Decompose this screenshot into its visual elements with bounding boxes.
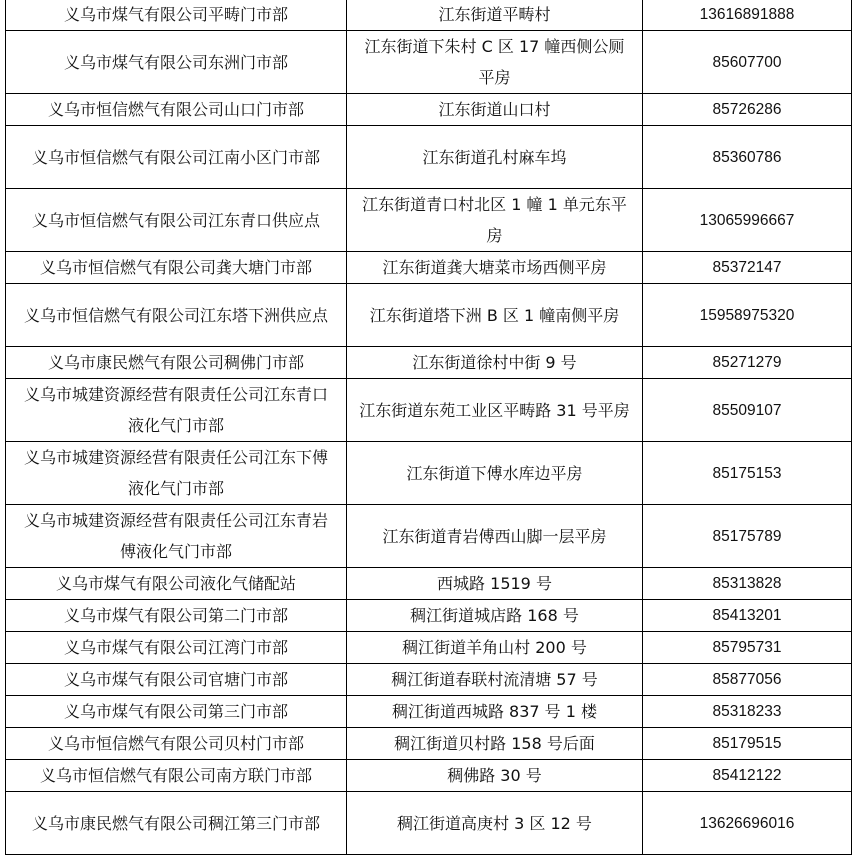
- address-cell: 江东街道徐村中街 9 号: [347, 347, 643, 379]
- phone-cell: 85412122: [643, 760, 852, 792]
- address-cell: 江东街道青岩傅西山脚一层平房: [347, 505, 643, 568]
- company-name-cell: 义乌市煤气有限公司第二门市部: [6, 600, 347, 632]
- company-name-cell: 义乌市煤气有限公司东洲门市部: [6, 31, 347, 94]
- company-name-cell: 义乌市恒信燃气有限公司江东塔下洲供应点: [6, 284, 347, 347]
- company-name-cell: 义乌市恒信燃气有限公司贝村门市部: [6, 728, 347, 760]
- table-row: [6, 728, 852, 760]
- table-row: [6, 379, 852, 442]
- phone-cell: 85413201: [643, 600, 852, 632]
- address-cell: 稠江街道城店路 168 号: [347, 600, 643, 632]
- phone-cell: 85313828: [643, 568, 852, 600]
- table-row: [6, 600, 852, 632]
- address-cell: 稠佛路 30 号: [347, 760, 643, 792]
- table-row: [6, 442, 852, 505]
- phone-cell: 85607700: [643, 31, 852, 94]
- address-cell: 江东街道龚大塘菜市场西侧平房: [347, 252, 643, 284]
- company-name-cell: 义乌市城建资源经营有限责任公司江东下傅液化气门市部: [6, 442, 347, 505]
- address-cell: 江东街道平畴村: [347, 0, 643, 31]
- address-cell: 稠江街道贝村路 158 号后面: [347, 728, 643, 760]
- phone-cell: 85509107: [643, 379, 852, 442]
- table-row: [6, 505, 852, 568]
- address-cell: 稠江街道高庚村 3 区 12 号: [347, 792, 643, 855]
- phone-cell: 85175153: [643, 442, 852, 505]
- company-name-cell: 义乌市康民燃气有限公司稠江第三门市部: [6, 792, 347, 855]
- table-row: [6, 0, 852, 31]
- company-name-cell: 义乌市城建资源经营有限责任公司江东青岩傅液化气门市部: [6, 505, 347, 568]
- table-row: [6, 792, 852, 855]
- phone-cell: 85372147: [643, 252, 852, 284]
- table-row: [6, 126, 852, 189]
- address-cell: 江东街道青口村北区 1 幢 1 单元东平房: [347, 189, 643, 252]
- phone-cell: 85360786: [643, 126, 852, 189]
- address-cell: 西城路 1519 号: [347, 568, 643, 600]
- company-name-cell: 义乌市恒信燃气有限公司江南小区门市部: [6, 126, 347, 189]
- table-row: [6, 664, 852, 696]
- table-row: [6, 94, 852, 126]
- company-name-cell: 义乌市城建资源经营有限责任公司江东青口液化气门市部: [6, 379, 347, 442]
- company-name-cell: 义乌市煤气有限公司江湾门市部: [6, 632, 347, 664]
- phone-cell: 85175789: [643, 505, 852, 568]
- phone-cell: 85877056: [643, 664, 852, 696]
- address-cell: 稠江街道羊角山村 200 号: [347, 632, 643, 664]
- company-name-cell: 义乌市煤气有限公司平畴门市部: [6, 0, 347, 31]
- company-name-cell: 义乌市恒信燃气有限公司江东青口供应点: [6, 189, 347, 252]
- company-name-cell: 义乌市煤气有限公司液化气储配站: [6, 568, 347, 600]
- company-name-cell: 义乌市恒信燃气有限公司南方联门市部: [6, 760, 347, 792]
- company-name-cell: 义乌市恒信燃气有限公司山口门市部: [6, 94, 347, 126]
- table-row: [6, 568, 852, 600]
- phone-cell: 13616891888: [643, 0, 852, 31]
- phone-cell: 13065996667: [643, 189, 852, 252]
- address-cell: 稠江街道西城路 837 号 1 楼: [347, 696, 643, 728]
- address-cell: 江东街道山口村: [347, 94, 643, 126]
- company-name-cell: 义乌市煤气有限公司官塘门市部: [6, 664, 347, 696]
- table-row: [6, 31, 852, 94]
- company-name-cell: 义乌市恒信燃气有限公司龚大塘门市部: [6, 252, 347, 284]
- table-row: [6, 284, 852, 347]
- gas-outlet-table: [5, 0, 852, 855]
- table-row: [6, 760, 852, 792]
- table-row: [6, 347, 852, 379]
- phone-cell: 85795731: [643, 632, 852, 664]
- address-cell: 江东街道孔村麻车坞: [347, 126, 643, 189]
- table-row: [6, 632, 852, 664]
- address-cell: 江东街道下朱村 C 区 17 幢西侧公厕平房: [347, 31, 643, 94]
- address-cell: 江东街道塔下洲 B 区 1 幢南侧平房: [347, 284, 643, 347]
- phone-cell: 15958975320: [643, 284, 852, 347]
- table-row: [6, 696, 852, 728]
- company-name-cell: 义乌市康民燃气有限公司稠佛门市部: [6, 347, 347, 379]
- phone-cell: 85179515: [643, 728, 852, 760]
- phone-cell: 85271279: [643, 347, 852, 379]
- phone-cell: 85726286: [643, 94, 852, 126]
- address-cell: 稠江街道春联村流清塘 57 号: [347, 664, 643, 696]
- address-cell: 江东街道东苑工业区平畴路 31 号平房: [347, 379, 643, 442]
- table-row: [6, 189, 852, 252]
- address-cell: 江东街道下傅水库边平房: [347, 442, 643, 505]
- phone-cell: 85318233: [643, 696, 852, 728]
- company-name-cell: 义乌市煤气有限公司第三门市部: [6, 696, 347, 728]
- table-row: [6, 252, 852, 284]
- phone-cell: 13626696016: [643, 792, 852, 855]
